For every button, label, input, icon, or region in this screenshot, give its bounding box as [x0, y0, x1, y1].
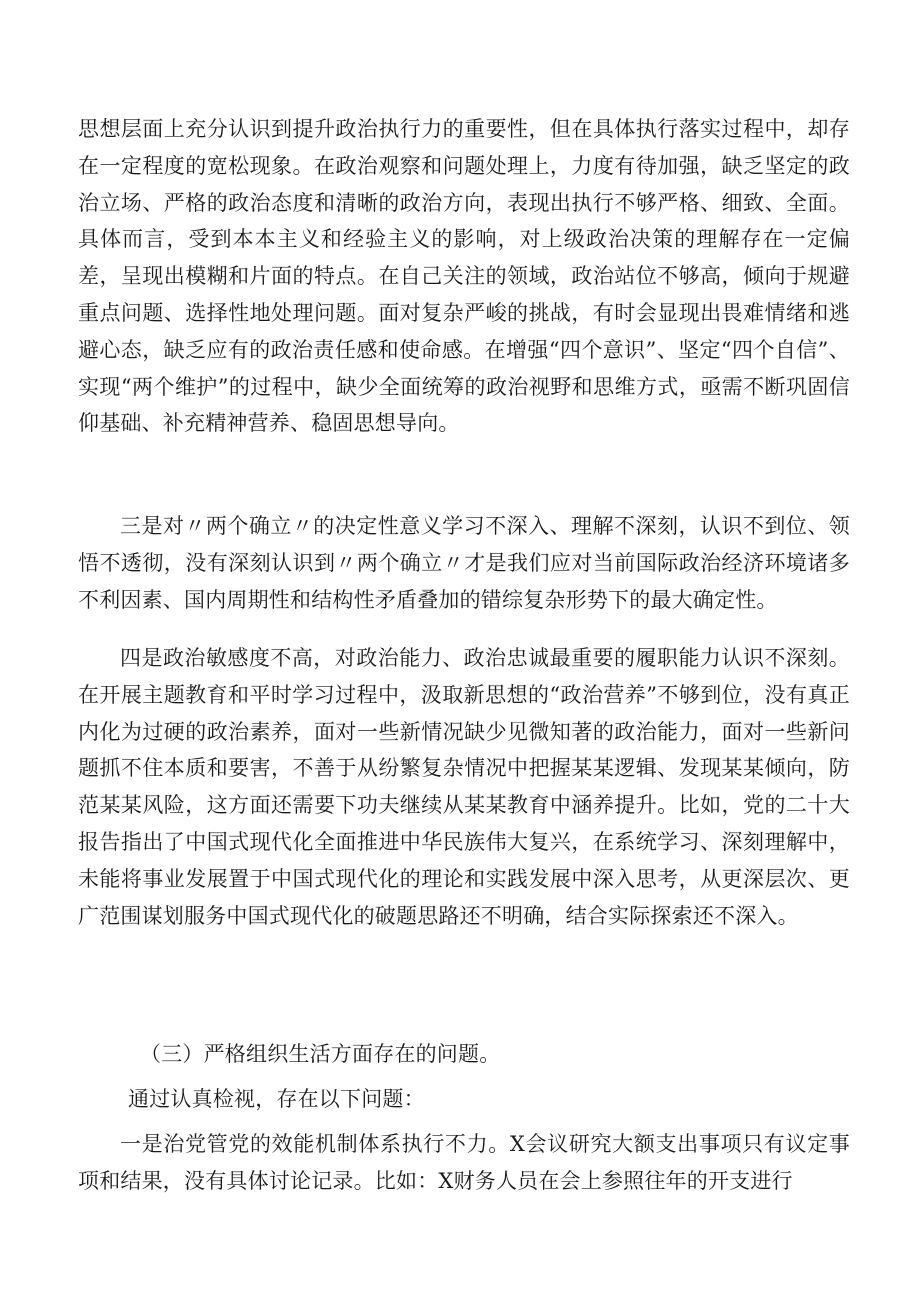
- section-heading: （三）严格组织生活方面存在的问题。: [140, 1042, 501, 1066]
- intro-line: 通过认真检视，存在以下问题：: [128, 1087, 425, 1111]
- paragraph-party-governance: 一是治党管党的效能机制体系执行不力。X会议研究大额支出事项只有议定事项和结果，没有具体讨论记录。比如：X财务人员在会上参照往年的开支进行: [78, 1132, 850, 1193]
- paragraph-political-sensitivity: 四是政治敏感度不高，对政治能力、政治忠诚最重要的履职能力认识不深刻。在开展主题教育和平时学习过程中，汲取新思想的“政治营养”不够到位，没有真正内化为过硬的政治素养，面对一些新情况缺少见微知著的政治能力，面对一些新问题抓不住本质和要害，不善于从纷繁复杂情况中把握某某逻辑、发现某某倾向，防范某某风险，这方面还需要下功夫继续从某某教育中涵养提升。比如，党的二十大报告指出了中国式现代化全面推进中华民族伟大复兴，在系统学习、深刻理解中，未能将事业发展置于中国式现代化的理论和实践发展中深入思考，从更深层次、更广范围谋划服务中国式现代化的破题思路还不明确，结合实际探索还不深入。: [78, 646, 850, 928]
- paragraph-political-execution: 思想层面上充分认识到提升政治执行力的重要性，但在具体执行落实过程中，却存在一定程度的宽松现象。在政治观察和问题处理上，力度有待加强，缺乏坚定的政治立场、严格的政治态度和清晰的政治方向，表现出执行不够严格、细致、全面。具体而言，受到本本主义和经验主义的影响，对上级政治决策的理解存在一定偏差，呈现出模糊和片面的特点。在自己关注的领域，政治站位不够高，倾向于规避重点问题、选择性地处理问题。面对复杂严峻的挑战，有时会显现出畏难情绪和逃避心态，缺乏应有的政治责任感和使命感。在增强“四个意识”、坚定“四个自信”、实现“两个维护”的过程中，缺少全面统筹的政治视野和思维方式，亟需不断巩固信仰基础、补充精神营养、稳固思想导向。: [78, 117, 850, 436]
- paragraph-two-establishments: 三是对〃两个确立〃的决定性意义学习不深入、理解不深刻，认识不到位、领悟不透彻，没有深刻认识到〃两个确立〃才是我们应对当前国际政治经济环境诸多不利因素、国内周期性和结构性矛盾叠加的错综复杂形势下的最大确定性。: [78, 514, 850, 612]
